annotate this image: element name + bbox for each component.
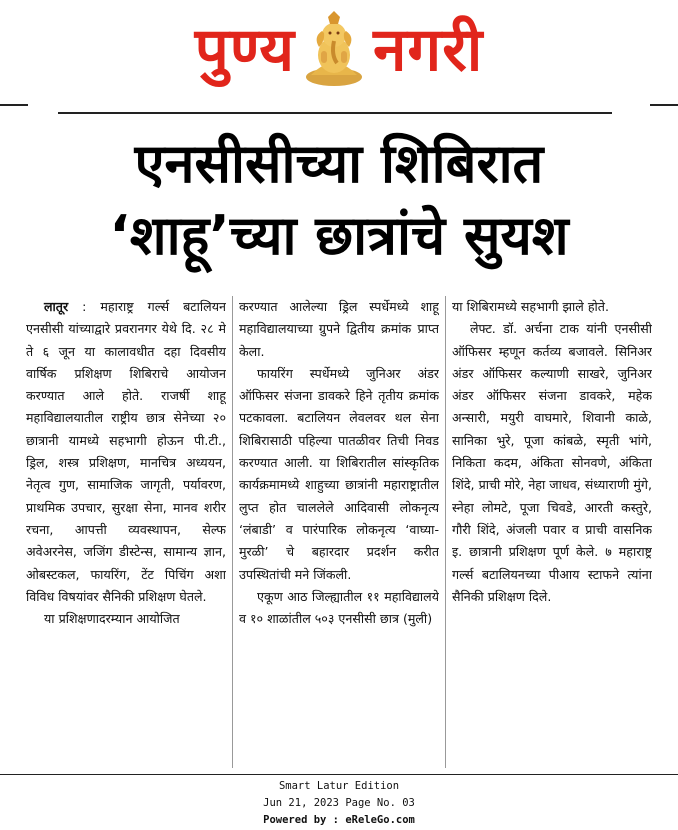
masthead-name-right: नगरी [373, 15, 484, 85]
column-divider [445, 296, 446, 768]
masthead-rule-left [0, 104, 28, 106]
headline-line-1: एनसीसीच्या शिबिरात [134, 132, 544, 195]
paragraph: या प्रशिक्षणादरम्यान आयोजित [44, 611, 180, 627]
paragraph [26, 296, 226, 608]
dateline-place: लातूर [44, 299, 69, 314]
footer-powered-by[interactable]: Powered by : eReleGo.com [263, 814, 415, 826]
footer-edition: Smart Latur Edition [278, 780, 400, 792]
article-column-2 [239, 296, 439, 768]
article-headline [0, 128, 678, 272]
ganesha-emblem-icon [303, 11, 365, 89]
paragraph-text: : महाराष्ट्र गर्ल्स बटालियन एनसीसी यांच्याद्वारे प्रवरानगर येथे दि. २८ मे ते ६ जून या कालावधीत दहा दिवसीय वार्षिक प्रशिक्षण शिबिराचे आयोजन करण्यात आले होते. राजर्षी शाहू महाविद्यालयातील राष्ट्रीय छात्र सेनेच्या २० छात्रानी यामध्ये सहभागी होऊन पी.टी., ड्रिल, शस्त्र प्रशिक्षण, मानचित्र अध्ययन, नेतृत्व गुण, सामाजिक जागृती, पर्यावरण, प्राथमिक उपचार, सुरक्षा सेना, मानव शरीर रचना, आपत्ती व्यवस्थापन, सेल्फ अवेअरनेस, जजिंग डीस्टेन्स, सामान्य ज्ञान, ओबस्टकल, फायरिंग, टेंट पिचिंग अशा विविध विषयांवर सैनिकी प्रशिक्षण घेतले. [26, 299, 226, 604]
masthead [0, 0, 678, 100]
footer-rule [0, 774, 678, 775]
masthead-rule-right [650, 104, 678, 106]
headline-top-rule [58, 112, 612, 114]
article-body [26, 296, 652, 768]
column-divider [232, 296, 233, 768]
article-column-3 [452, 296, 652, 768]
paragraph: या शिबिरामध्ये सहभागी झाले होते. [452, 299, 609, 314]
article-column-1 [26, 296, 226, 768]
headline-line-2: ‘शाहू’च्या छात्रांचे सुयश [109, 204, 569, 267]
paragraph: करण्यात आलेल्या ड्रिल स्पर्धेमध्ये शाहू महाविद्यालयाच्या ग्रुपने द्वितीय क्रमांक प्राप्त केला. [239, 299, 439, 359]
page-footer [0, 778, 678, 829]
paragraph: लेफ्ट. डॉ. अर्चना टाक यांनी एनसीसी ऑफिसर म्हणून कर्तव्य बजावले. सिनिअर अंडर ऑफिसर कल्याणी साखरे, जुनिअर अंडर ऑफिसर संजना डावकरे, महेक अन्सारी, मयुरी वाघमारे, शिवानी काळे, सानिका भुरे, पूजा कांबळे, स्मृती भांगे, निकिता कदम, अंकिता सोनवणे, अंकिता शिंदे, प्राची मोरे, नेहा जाधव, संध्याराणी मुंगे, स्नेहा लोमटे, पूजा चिवडे, आरती कस्तुरे, गौरी शिंदे, अंजली पवार व प्राची वासनिक इ. छात्रानी प्रशिक्षण पूर्ण केले. ७ महाराष्ट्र गर्ल्स बटालियनच्या पीआय स्टाफने त्यांना सैनिकी प्रशिक्षण दिले. [452, 321, 652, 604]
footer-date-page: Jun 21, 2023 Page No. 03 [263, 797, 415, 809]
paragraph: फायरिंग स्पर्धेमध्ये जुनिअर अंडर ऑफिसर संजना डावकरे हिने तृतीय क्रमांक पटकावला. बटालियन लेवलवर थल सेना शिबिरासाठी पहिल्या पातळीवर तिची निवड करण्यात आली. या शिबिरातील सांस्कृतिक कार्यक्रमामध्ये शाहुच्या छात्रांनी महाराष्ट्रातील लुप्त होत चाललेले आदिवासी लोकनृत्य ‘लंबाडी’ व पारंपारिक लोकनृत्य ‘वाघ्या-मुरळी’ चे बहारदार प्रदर्शन करीत उपस्थितांची मने जिंकली. [239, 365, 439, 582]
paragraph: एकूण आठ जिल्ह्यातील ११ महाविद्यालये व १० शाळांतील ५०३ एनसीसी छात्र (मुली) [239, 588, 439, 627]
masthead-name-left: पुण्य [194, 15, 296, 85]
